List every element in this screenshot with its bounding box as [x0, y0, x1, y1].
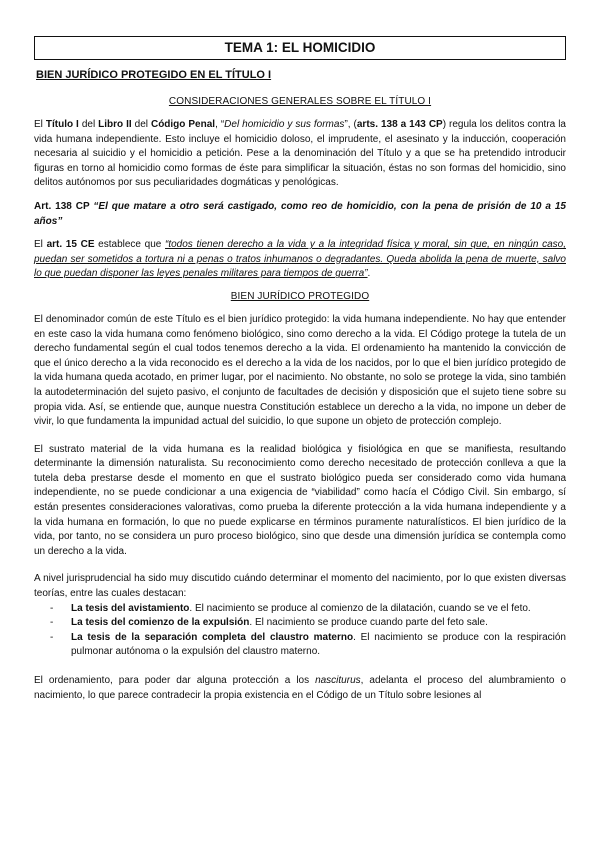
text-run: . [367, 268, 371, 280]
paragraph-ordenamiento [34, 674, 566, 703]
article-label: Art. 138 CP [34, 200, 90, 212]
italic-run: Del homicidio y sus formas [224, 119, 345, 130]
theory-name: La tesis de la separación completa del claustro materno [71, 631, 354, 643]
paragraph-jurisprudencial: A nivel jurisprudencial ha sido muy discutido cuándo determinar el momento del nacimiento, por lo que existen diversas teorías, entre las cuales destacan: [34, 573, 566, 600]
bold-run: Código Penal [150, 119, 216, 130]
paragraph-titulo-i [34, 118, 566, 191]
document-title: TEMA 1: EL HOMICIDIO [34, 36, 566, 60]
theory-name: La tesis del avistamiento [71, 602, 190, 614]
bold-run: arts. 138 a 143 CP [356, 119, 443, 130]
paragraph-sustrato: El sustrato material de la vida humana es la realidad biológica y fisiológica en que se manifiesta, resultando determinante la dimensión naturalista. Su reconocimiento como derecho necesitado de protección conlleva a que la tutela deba prestarse desde el momento en que el sustrato biológico pueda ser considerado como vida humana independiente, no se puede condicionar a una exigencia de “viabilidad” como hacía el Código Civil. Sin embargo, sí están presentes consideraciones valorativas, como prueba la diferente protección a la vida humana independiente y a la vida humana en formación, lo que no puede explicarse en términos puramente naturalísticos. El bien jurídico de la vida, por tanto, no se considera un puro proceso biológico, sino que desde una dimensión jurídica se contempla como un derecho a la vida. [34, 443, 566, 557]
text-run: ”, ( [344, 119, 357, 130]
subheading-bien-juridico: BIEN JURÍDICO PROTEGIDO [230, 290, 370, 302]
text-run: , “ [215, 119, 225, 130]
theory-text: . El nacimiento se produce con la respiración pulmonar autónoma o la expulsión del claustro materno. [71, 631, 566, 658]
text-run: ) regula los delitos contra la vida humana independiente. Esto incluye el homicidio doloso, el imprudente, el asesinato y la inducción, cooperación necesaria al suicidio y el homicidio a petición. Pese a la denominación del Título y a que se ha pretendido introducir figuras en torno al homicidio como formas de éste para simplificar la situación, éstas no son formas del homicidio, sino delitos autónomos por sus peculiaridades dogmáticas y penológicas. [34, 119, 566, 189]
bold-run: Título I [45, 119, 79, 130]
theory-name: La tesis del comienzo de la expulsión [71, 617, 250, 629]
bold-run: Libro II [98, 119, 132, 130]
text-run: del [131, 119, 151, 130]
list-item [50, 602, 566, 617]
list-item [50, 616, 566, 631]
paragraph-art-15-ce [34, 238, 566, 282]
text-run: El ordenamiento, para poder dar alguna protección a los [34, 675, 316, 686]
article-text: “El que matare a otro será castigado, como reo de homicidio, con la pena de prisión de 10 a 15 años” [34, 200, 566, 227]
subheading-consideraciones: CONSIDERACIONES GENERALES SOBRE EL TÍTULO I [168, 96, 432, 107]
constitution-quote: “todos tienen derecho a la vida y a la integridad física y moral, sin que, en ningún caso, puedan ser sometidos a tortura ni a penas o tratos inhumanos o degradantes. Queda abolida la pena de muerte, salvo lo que puedan disponer las leyes penales militares para tiempos de guerra” [34, 239, 567, 280]
text-run: del [78, 119, 99, 130]
article-138-quote [34, 200, 566, 229]
section-heading-bien-juridico-titulo: BIEN JURÍDICO PROTEGIDO EN EL TÍTULO I [36, 69, 272, 81]
text-run: , adelanta el proceso del alumbramiento o nacimiento, lo que parece contradecir la propia existencia en el Código de un Título sobre lesiones al [34, 675, 566, 701]
theory-text: . El nacimiento se produce cuando parte del feto sale. [249, 617, 488, 629]
text-run: El [34, 239, 47, 251]
text-run: El [34, 119, 46, 130]
theory-text: . El nacimiento se produce al comienzo de la dilatación, cuando se ve el feto. [189, 602, 531, 614]
paragraph-denominador: El denominador común de este Título es el bien jurídico protegido: la vida humana independiente. No hay que entender en este caso la vida humana como fenómeno biológico, sino como derecho a la vida. El Código protege la tutela de un derecho fundamental según el cual todos tenemos derecho a la vida. El ordenamiento ha mantenido la convicción de que el único derecho a la vida reconocido es el derecho a la vida de los nacidos, por lo que el bien jurídico protegido de la vida humana queda acotado, en primer lugar, por el nacimiento. No obstante, no solo se protege la vida, sino también la autodeterminación del sujeto pasivo, el conjunto de facultades de decisión y disposición que el sujeto tiene sobre su propia vida. Así, se entiende que, aunque nuestra Constitución establece un derecho a la vida, no impone un deber de vivir, lo que fundamenta la impunidad actual del suicidio, lo que supone un objeto de protección complejo. [34, 313, 566, 428]
italic-run: nasciturus [315, 675, 361, 686]
theories-list [34, 602, 566, 660]
list-item [50, 631, 566, 660]
text-run: establece que [94, 239, 166, 251]
bold-run: art. 15 CE [46, 239, 95, 251]
